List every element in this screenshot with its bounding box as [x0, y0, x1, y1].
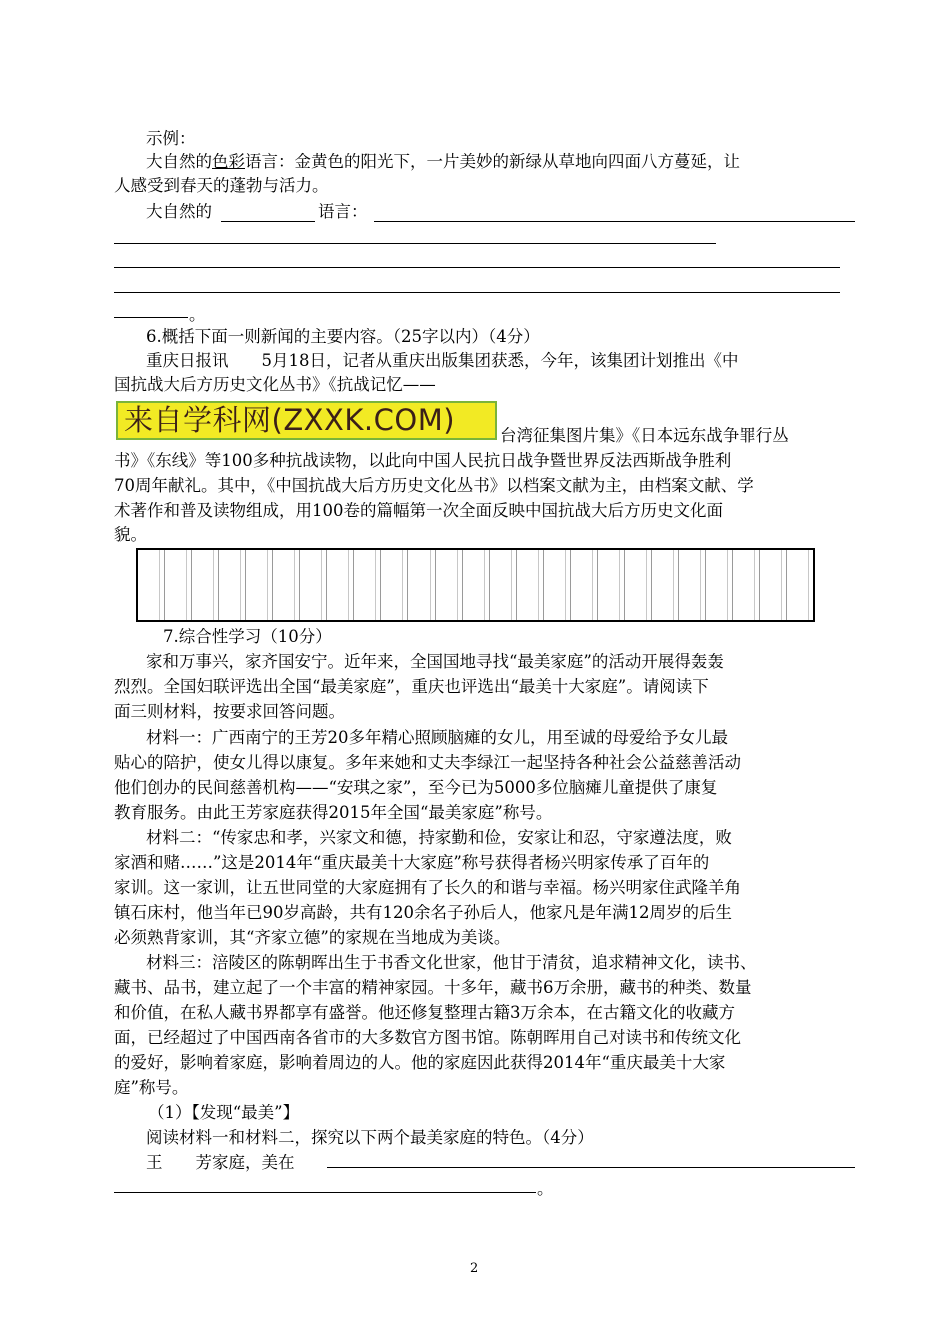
q6-para-4: 书》《东线》等100多种抗战读物，以此向中国人民抗日战争暨世界反法西斯战争胜利 — [114, 451, 732, 470]
q6-para-1: 重庆日报讯 5月18日，记者从重庆出版集团获悉，今年，该集团计划推出《中 — [146, 351, 739, 370]
answer-grid-cell[interactable] — [760, 550, 787, 620]
answer-grid-cell[interactable] — [408, 550, 435, 620]
material-3-line-3: 和价值，在私人藏书界都享有盛誉。他还修复整理古籍3万余本，在古籍文化的收藏方 — [114, 1003, 735, 1022]
sub-question-1-blank-1[interactable] — [327, 1167, 855, 1168]
fill-end: 。 — [189, 305, 206, 324]
fill-prefix: 大自然的 — [146, 202, 212, 221]
answer-grid-cell[interactable] — [733, 550, 760, 620]
answer-grid-cell[interactable] — [652, 550, 679, 620]
q7-title: 7.综合性学习（10分） — [163, 627, 332, 646]
fill-mid: 语言： — [318, 202, 368, 221]
answer-grid-cell[interactable] — [327, 550, 354, 620]
material-1-line-4: 教育服务。由此王芳家庭获得2015年全国“最美家庭”称号。 — [114, 803, 553, 822]
material-1-line-3: 他们创办的民间慈善机构——“安琪之家”，至今已为5000多位脑瘫儿童提供了康复 — [114, 778, 718, 797]
answer-grid[interactable] — [136, 548, 815, 622]
answer-grid-cell[interactable] — [571, 550, 598, 620]
material-2-line-4: 镇石床村，他当年已90岁高龄，共有120余名子孙后人，他家凡是年满12周岁的后生 — [114, 903, 732, 922]
answer-grid-cell[interactable] — [598, 550, 625, 620]
answer-grid-cell[interactable] — [517, 550, 544, 620]
fill-blank-line-2[interactable] — [114, 243, 716, 244]
material-1-line-2: 贴心的陪护，使女儿得以康复。多年来她和丈夫李绿江一起坚持各种社会公益慈善活动 — [114, 753, 741, 772]
sub-question-1-fill-end: 。 — [537, 1179, 554, 1198]
page-number: 2 — [470, 1261, 479, 1276]
answer-grid-cell[interactable] — [787, 550, 813, 620]
example-label: 示例： — [146, 129, 196, 148]
answer-grid-cell[interactable] — [463, 550, 490, 620]
answer-grid-cell[interactable] — [300, 550, 327, 620]
material-3-line-2: 藏书、品书，建立起了一个丰富的精神家园。十多年，藏书6万余册，藏书的种类、数量 — [114, 978, 752, 997]
answer-grid-cell[interactable] — [436, 550, 463, 620]
example-text-b: 语言：金黄色的阳光下，一片美妙的新绿从草地向四面八方蔓延，让 — [245, 152, 740, 171]
material-3-line-1: 材料三：涪陵区的陈朝晖出生于书香文化世家，他甘于清贫，追求精神文化，读书、 — [146, 953, 757, 972]
material-3-line-6: 庭”称号。 — [114, 1078, 189, 1097]
example-line-1 — [146, 151, 740, 173]
answer-grid-cell[interactable] — [490, 550, 517, 620]
material-2-line-3: 家训。这一家训，让五世同堂的大家庭拥有了长久的和谐与幸福。杨兴明家住武隆羊角 — [114, 878, 741, 897]
answer-grid-cell[interactable] — [138, 550, 165, 620]
fill-blank-line-3[interactable] — [114, 267, 840, 268]
q6-para-7: 貌。 — [114, 525, 147, 544]
material-1-line-1: 材料一：广西南宁的王芳20多年精心照顾脑瘫的女儿，用至诚的母爱给予女儿最 — [146, 728, 728, 747]
answer-grid-cell[interactable] — [246, 550, 273, 620]
answer-grid-cell[interactable] — [192, 550, 219, 620]
q7-para-2: 烈烈。全国妇联评选出全国“最美家庭”，重庆也评选出“最美十大家庭”。请阅读下 — [114, 677, 709, 696]
q6-para-6: 术著作和普及读物组成，用100卷的篇幅第一次全面反映中国抗战大后方历史文化面 — [114, 501, 723, 520]
watermark-logo: 来自学科网(ZXXK.COM) — [116, 401, 497, 440]
fill-blank-line-4[interactable] — [114, 292, 840, 293]
sub-question-1-title: （1）【发现“最美”】 — [148, 1103, 300, 1122]
q6-para-3: 台湾征集图片集》《日本远东战争罪行丛 — [500, 426, 789, 445]
material-3-line-4: 面，已经超过了中国西南各省市的大多数官方图书馆。陈朝晖用自己对读书和传统文化 — [114, 1028, 741, 1047]
fill-blank-line-1[interactable] — [374, 221, 855, 222]
q7-para-1: 家和万事兴，家齐国安宁。近年来，全国国地寻找“最美家庭”的活动开展得轰轰 — [146, 652, 724, 671]
fill-blank-line-5[interactable] — [114, 317, 188, 318]
answer-grid-cell[interactable] — [354, 550, 381, 620]
answer-grid-cell[interactable] — [273, 550, 300, 620]
material-2-line-1: 材料二：“传家忠和孝，兴家文和德，持家勤和俭，安家让和忍，守家遵法度，败 — [146, 828, 732, 847]
example-text-a: 大自然的 — [146, 152, 212, 171]
q6-title: 6.概括下面一则新闻的主要内容。（25字以内）（4分） — [146, 327, 540, 346]
answer-grid-cell[interactable] — [679, 550, 706, 620]
material-2-line-2: 家酒和赌……”这是2014年“重庆最美十大家庭”称号获得者杨兴明家传承了百年的 — [114, 853, 710, 872]
answer-grid-cell[interactable] — [706, 550, 733, 620]
sub-question-1-blank-2[interactable] — [114, 1192, 536, 1193]
answer-grid-cell[interactable] — [381, 550, 408, 620]
answer-grid-cell[interactable] — [625, 550, 652, 620]
material-3-line-5: 的爱好，影响着家庭，影响着周边的人。他的家庭因此获得2014年“重庆最美十大家 — [114, 1053, 726, 1072]
q6-para-5: 70周年献礼。其中，《中国抗战大后方历史文化丛书》以档案文献为主，由档案文献、学 — [114, 476, 754, 495]
q6-para-2: 国抗战大后方历史文化丛书》《抗战记忆—— — [114, 375, 436, 394]
answer-grid-cell[interactable] — [165, 550, 192, 620]
fill-blank-short[interactable] — [221, 221, 315, 222]
answer-grid-cell[interactable] — [544, 550, 571, 620]
sub-question-1-prompt: 阅读材料一和材料二，探究以下两个最美家庭的特色。（4分） — [146, 1128, 594, 1147]
example-line-2: 人感受到春天的蓬勃与活力。 — [114, 176, 329, 195]
material-2-line-5: 必须熟背家训，其“齐家立德”的家规在当地成为美谈。 — [114, 928, 511, 947]
sub-question-1-fill-label: 王 芳家庭，美在 — [146, 1153, 295, 1172]
example-color-word: 色彩 — [212, 152, 245, 171]
answer-grid-cell[interactable] — [219, 550, 246, 620]
q7-para-3: 面三则材料，按要求回答问题。 — [114, 702, 345, 721]
